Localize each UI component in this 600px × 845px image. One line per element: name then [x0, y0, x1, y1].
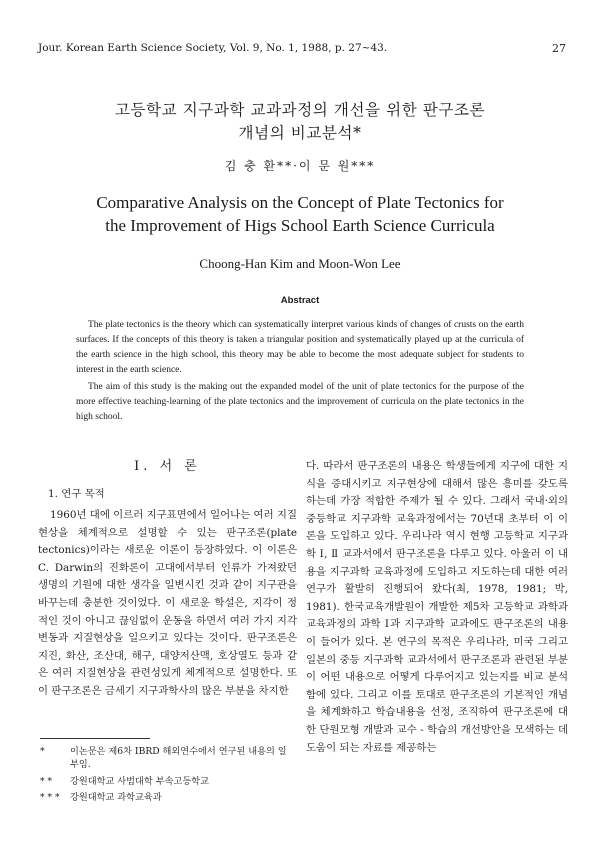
footnote-2 [40, 775, 296, 788]
abstract-paragraph-1: The plate tectonics is the theory which can systematically interpret various kinds of changes of crusts on the earth surfaces. If the concepts of this theory is taken a triangular position and systematically played up at the curricula of the earth science in the high school, this theory may be able to become the most adequate subject for students to interest in the earth science. [76, 320, 524, 376]
korean-title-line-2: 개념의 비교분석* [238, 124, 362, 142]
footnote-mark: * [40, 746, 45, 757]
english-title-line-1: Comparative Analysis on the Concept of Plate Tectonics for [96, 193, 504, 212]
footnote-1 [40, 745, 296, 771]
footnote-divider [40, 738, 150, 739]
body-paragraph-right: 다. 따라서 판구조론의 내용은 학생들에게 지구에 대한 지식을 증대시키고 지구현상에 대해서 많은 흥미를 갖도록 하는데 가장 적합한 주제가 될 수 있다. 그래서 국내·외의 중등학교 지구과학 교육과정에서는 70년대 초부터 이 이론을 도입하고 있다. 우리나라 역시 현행 고등학교 지구과학 Ⅰ, Ⅱ 교과서에서 판구조론을 다루고 있다. 아울러 이 내용을 지구과학 교육과정에 도입하고 지도하는데 대한 여러 연구가 활발히 진행되어 왔다(최, 1978, 1981; 박, 1981). 한국교육개발원이 개발한 제5차 고등학교 과학과 교육과정의 과학 Ⅰ과 지구과학 교과에도 판구조론의 내용이 들어가 있다. 본 연구의 목적은 우리나라, 미국 그리고 일본의 중등 지구과학 교과서에서 판구조론과 관련된 부분이 어떤 내용으로 어떻게 다루어지고 있는지를 비교 분석함에 있다. 그리고 이를 토대로 판구조론의 기본적인 개념을 체계화하고 학습내용을 선정, 조직하여 판구조론에 대한 단원모형 개발과 교수 - 학습의 개선방안을 모색하는 데 도움이 되는 자료를 제공하는 [306, 460, 568, 754]
english-title-line-2: the Improvement of Higs School Earth Science Curricula [105, 216, 495, 235]
footnote-mark: * * [40, 776, 53, 787]
subsection-heading: 1. 연구 목적 [48, 488, 105, 500]
running-header [38, 42, 566, 58]
footnote-text: 이논문은 제6차 IBRD 해외연수에서 연구된 내용의 일부임. [70, 746, 287, 770]
section-heading: I. 서 론 [134, 459, 201, 474]
footnote-3 [40, 791, 296, 804]
english-authors: Choong-Han Kim and Moon-Won Lee [199, 256, 401, 271]
abstract-paragraph-2: The aim of this study is the making out the expanded model of the unit of plate tectonics for the purpose of the more effective teaching-learning of the plate tectonics and the improvement of curricula on the plate tectonics in the high school. [76, 382, 524, 423]
footnote-text: 강원대학교 사범대학 부속고등학교 [70, 776, 209, 787]
right-column [306, 458, 568, 757]
abstract-heading: Abstract [280, 295, 320, 306]
journal-citation: Jour. Korean Earth Science Society, Vol. 9, No. 1, 1988, p. 27~43. [38, 42, 388, 54]
footnote-mark: * * * [40, 792, 60, 803]
korean-title-line-1: 고등학교 지구과학 교과과정의 개선을 위한 판구조론 [114, 101, 486, 119]
korean-authors: 김 충 환**·이 문 원*** [224, 159, 376, 173]
body-paragraph-left: 1960년 대에 이르러 지구표면에서 일어나는 여러 지질현상을 체계적으로 설명할 수 있는 판구조론(plate tectonics)이라는 새로운 이론이 등장하였다. 이 이론은 C. Darwin의 진화론이 고대에서부터 인류가 가져왔던 생명의 기원에 대한 생각을 일변시킨 것과 같이 지구관을 바꾸는데 충분한 것이었다. 이 새로운 학설은, 지각이 정적인 것이 아니고 끊임없이 운동을 하면서 여러 가지 지각변동과 지질현상을 일으키고 있다는 것이다. 판구조론은 지진, 화산, 조산대, 해구, 대양저산맥, 호상열도 등과 같은 여러 지질현상을 관련성있게 체계적으로 설명한다. 또 이 판구조론은 금세기 지구과학사의 많은 부분을 차지한 [38, 509, 298, 697]
footnote-text: 강원대학교 과학교육과 [70, 792, 162, 803]
page-number: 27 [552, 42, 566, 55]
left-column [38, 453, 297, 701]
